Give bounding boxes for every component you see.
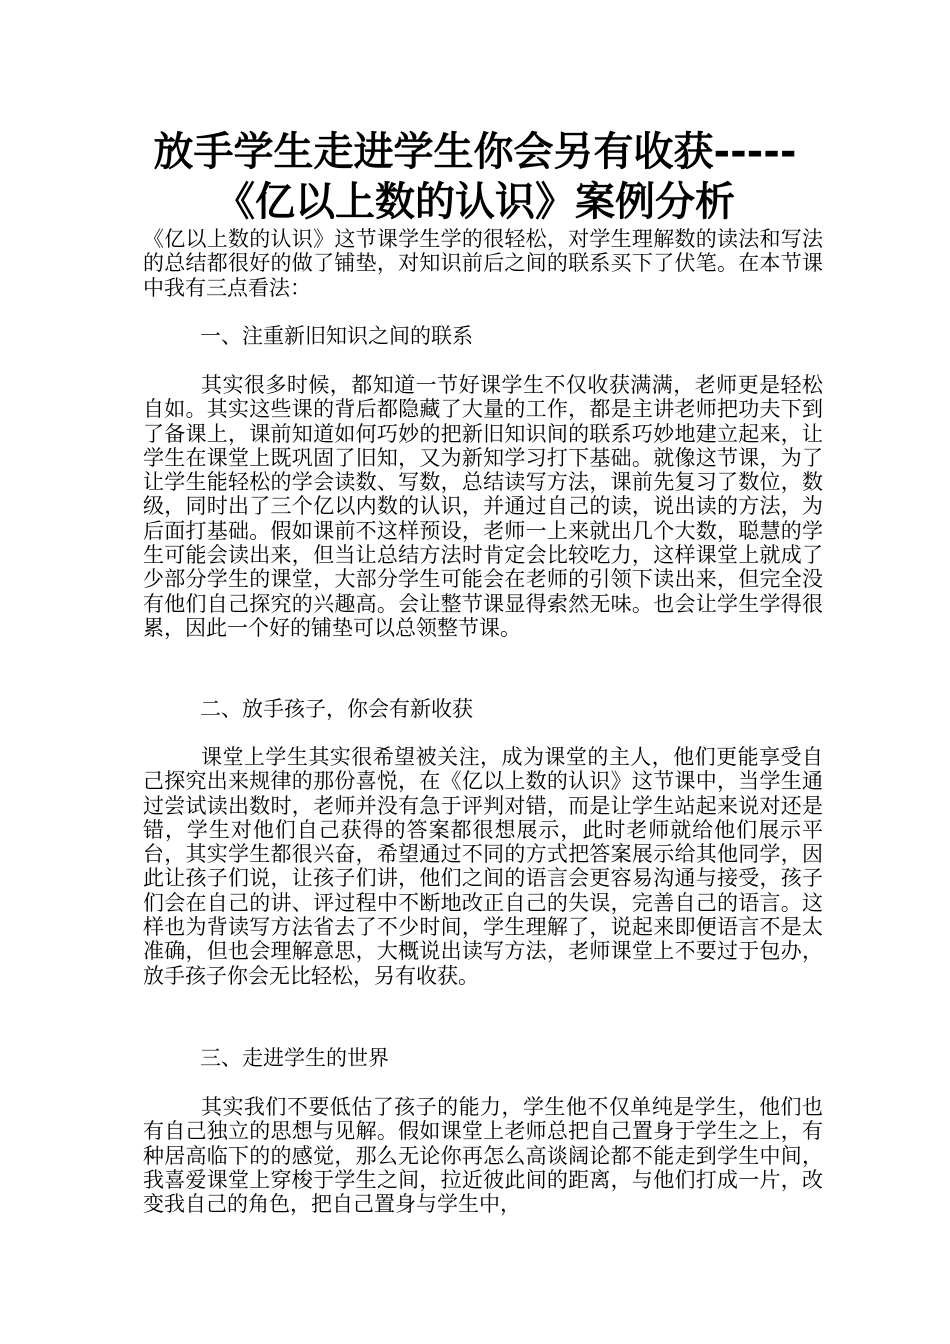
section-paragraph-2: 课堂上学生其实很希望被关注，成为课堂的主人，他们更能享受自己探究出来规律的那份喜悦，在《亿以上数的认识》这节课中，当学生通过尝试读出数时，老师并没有急于评判对错，而是让学生站起来说对还是错，学生对他们自己获得的答案都很想展示，此时老师就给他们展示平台，其实学生都很兴奋，希望通过不同的方式把答案展示给其他同学，因此让孩子们说，让孩子们讲，他们之间的语言会更容易沟通与接受，孩子们会在自己的讲、评过程中不断地改正自己的失误，完善自己的语言。这样也为背读写方法省去了不少时间，学生理解了，说起来即便语言不是太准确，但也会理解意思，大概说出读写方法，老师课堂上不要过于包办，放手孩子你会无比轻松，另有收获。 <box>143 745 823 988</box>
section-heading-1: 一、注重新旧知识之间的联系 <box>200 324 473 348</box>
intro-paragraph: 《亿以上数的认识》这节课学生学的很轻松，对学生理解数的读法和写法的总结都很好的做了铺垫，对知识前后之间的联系买下了伏笔。在本节课中我有三点看法： <box>143 227 823 300</box>
document-title-line-2: 《亿以上数的认识》案例分析 <box>215 179 735 225</box>
section-heading-3: 三、走进学生的世界 <box>200 1046 389 1070</box>
document-title-line-1: 放手学生走进学生你会另有收获----- <box>153 129 797 175</box>
section-paragraph-3: 其实我们不要低估了孩子的能力，学生他不仅单纯是学生，他们也有自己独立的思想与见解。假如课堂上老师总把自己置身于学生之上，有种居高临下的的感觉，那么无论你再怎么高谈阔论都不能走到学生中间，我喜爱课堂上穿梭于学生之间，拉近彼此间的距离，与他们打成一片，改变我自己的角色，把自己置身与学生中， <box>143 1095 823 1217</box>
section-heading-2: 二、放手孩子，你会有新收获 <box>200 697 473 721</box>
section-paragraph-1: 其实很多时候，都知道一节好课学生不仅收获满满，老师更是轻松自如。其实这些课的背后都隐藏了大量的工作，都是主讲老师把功夫下到了备课上，课前知道如何巧妙的把新旧知识间的联系巧妙地建立起来，让学生在课堂上既巩固了旧知，又为新知学习打下基础。就像这节课，为了让学生能轻松的学会读数、写数，总结读写方法，课前先复习了数位，数级，同时出了三个亿以内数的认识，并通过自己的读，说出读的方法，为后面打基础。假如课前不这样预设，老师一上来就出几个大数，聪慧的学生可能会读出来，但当让总结方法时肯定会比较吃力，这样课堂上就成了少部分学生的课堂，大部分学生可能会在老师的引领下读出来，但完全没有他们自己探究的兴趣高。会让整节课显得索然无味。也会让学生学得很累，因此一个好的铺垫可以总领整节课。 <box>143 373 823 640</box>
